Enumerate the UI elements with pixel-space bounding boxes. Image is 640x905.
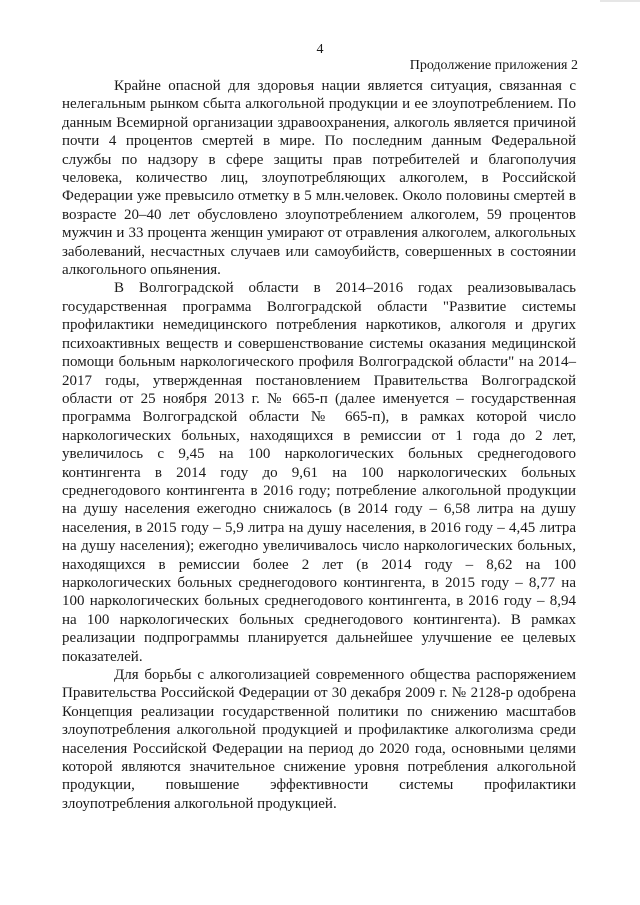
paragraph-volgograd-program: В Волгоградской области в 2014–2016 годах реализовывалась государственная программа Волгоградской области "Развитие системы профилактики немедицинского потребления наркотиков, алкоголя и других психоактивных веществ и совершенствование системы оказания медицинской помощи больным наркологического профиля Волгоградской области" на 2014–2017 годы, утвержденная постановлением Правительства Волгоградской области от 25 ноября 2013 г. № 665-п (далее именуется – государственная программа Волгоградской области № 665-п), в рамках которой число наркологических больных, находящихся в ремиссии от 1 года до 2 лет, увеличилось с 9,45 на 100 наркологических больных среднегодового контингента в 2014 году до 9,61 на 100 наркологических больных среднегодового контингента в 2016 году; потребление алкогольной продукции на душу населения ежегодно снижалось (в 2014 году – 6,58 литра на душу населения, в 2015 году – 5,9 литра на душу населения, в 2016 году – 4,45 литра на душу населения); ежегодно увеличивалось число наркологических больных, находящихся в ремиссии более 2 лет (в 2014 году – 8,62 на 100 наркологических больных среднегодового контингента, в 2015 году – 8,77 на 100 наркологических больных среднегодового контингента, в 2016 году – 8,94 на 100 наркологических больных среднегодового контингента). В рамках реализации подпрограммы планируется дальнейшее улучшение ее целевых показателей. <box>62 280 576 665</box>
paragraph-federal-concept: Для борьбы с алкоголизацией современного общества распоряжением Правительства Российской Федерации от 30 декабря 2009 г. № 2128-р одобрена Концепция реализации государственной политики по снижению масштабов злоупотребления алкогольной продукцией и профилактике алкоголизма среди населения Российской Федерации на период до 2020 года, основными целями которой являются значительное снижение уровня потребления алкогольной продукции, повышение эффективности системы профилактики злоупотребления алкогольной продукцией. <box>62 667 576 812</box>
scan-artifact <box>600 0 640 2</box>
appendix-continuation-label: Продолжение приложения 2 <box>409 58 578 73</box>
page-number: 4 <box>316 42 324 57</box>
paragraph-alcohol-situation: Крайне опасной для здоровья нации является ситуация, связанная с нелегальным рынком сбыта алкогольной продукции и ее злоупотреблением. По данным Всемирной организации здравоохранения, алкоголь является причиной почти 4 процентов смертей в мире. По последним данным Федеральной службы по надзору в сфере защиты прав потребителей и благополучия человека, количество лиц, злоупотребляющих алкоголем, в Российской Федерации уже превысило отметку в 5 млн.человек. Около половины смертей в возрасте 20–40 лет обусловлено злоупотреблением алкоголем, 59 процентов мужчин и 33 процента женщин умирают от отравления алкоголем, алкогольных заболеваний, несчастных случаев или самоубийств, совершенных в состоянии алкогольного опьянения. <box>62 78 576 279</box>
document-body <box>62 77 576 813</box>
